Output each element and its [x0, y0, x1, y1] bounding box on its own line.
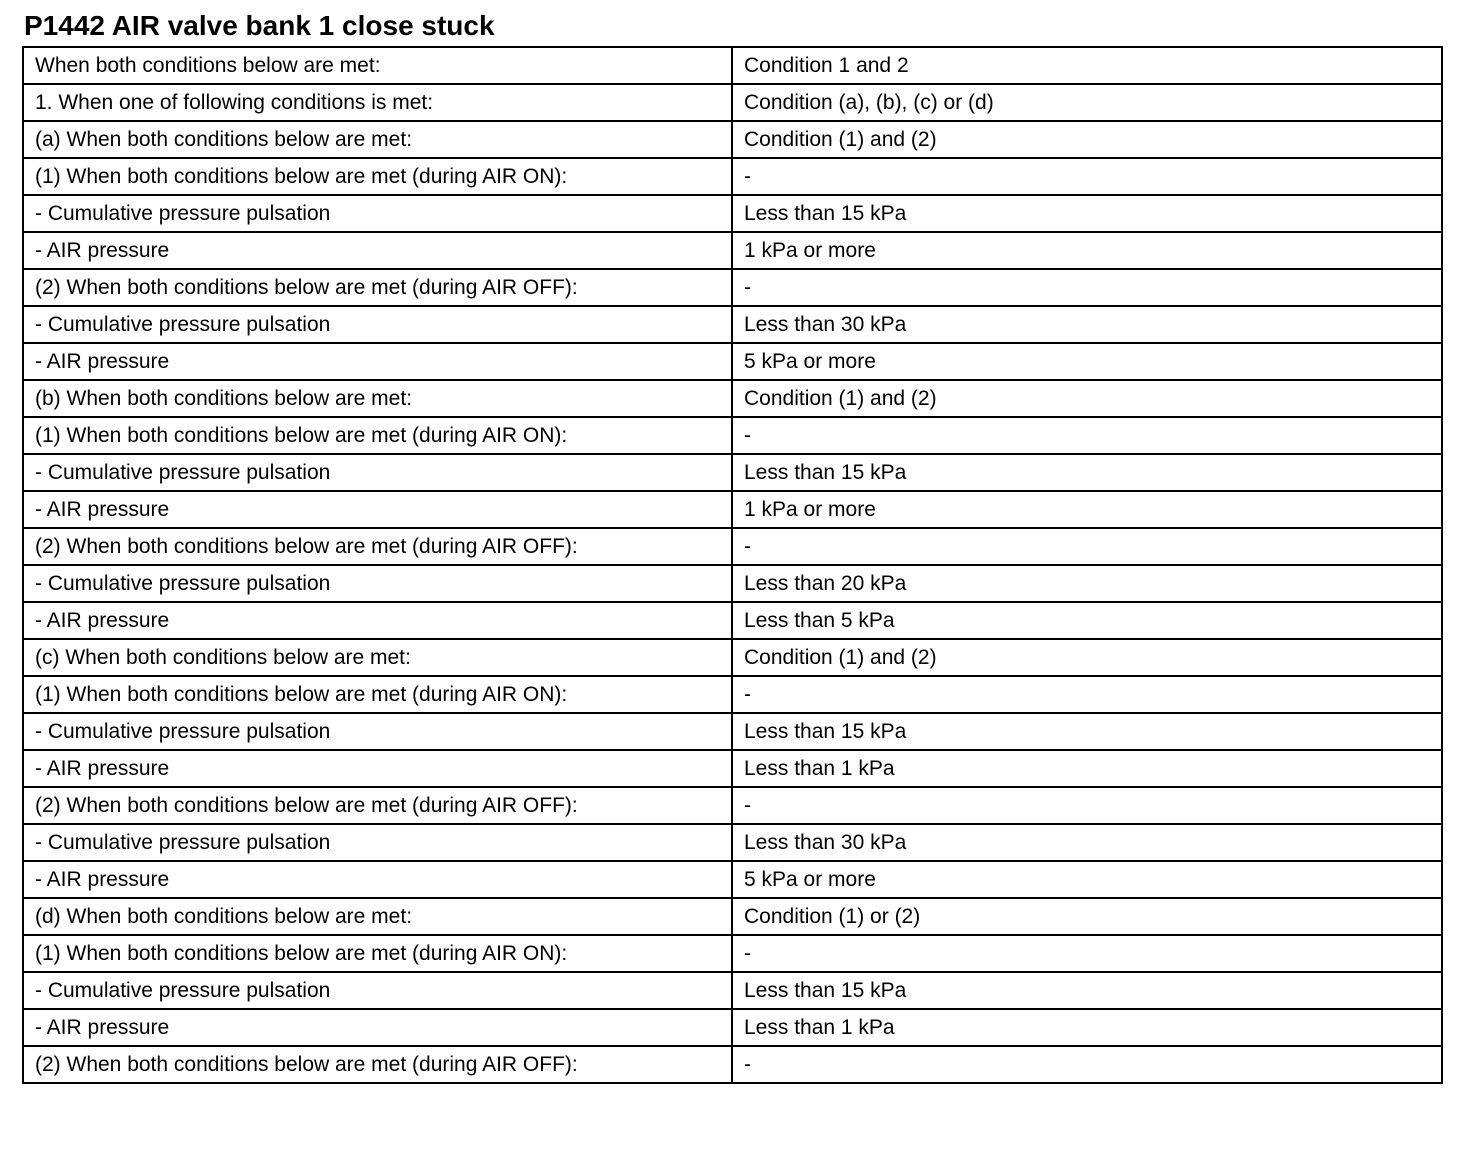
condition-cell: - Cumulative pressure pulsation [23, 454, 732, 491]
criteria-cell: Condition (1) and (2) [732, 121, 1442, 158]
condition-cell: - AIR pressure [23, 1009, 732, 1046]
criteria-cell: Condition (1) or (2) [732, 898, 1442, 935]
condition-cell: - Cumulative pressure pulsation [23, 195, 732, 232]
criteria-cell: Condition (1) and (2) [732, 380, 1442, 417]
condition-cell: - AIR pressure [23, 232, 732, 269]
condition-cell: (2) When both conditions below are met (during AIR OFF): [23, 1046, 732, 1083]
table-row [23, 343, 1442, 380]
condition-cell: - Cumulative pressure pulsation [23, 306, 732, 343]
table-row [23, 898, 1442, 935]
criteria-cell: Less than 20 kPa [732, 565, 1442, 602]
condition-cell: - Cumulative pressure pulsation [23, 713, 732, 750]
table-row [23, 417, 1442, 454]
table-row [23, 713, 1442, 750]
table-row [23, 232, 1442, 269]
criteria-cell: - [732, 1046, 1442, 1083]
criteria-cell: - [732, 158, 1442, 195]
criteria-cell: Less than 30 kPa [732, 306, 1442, 343]
table-row [23, 824, 1442, 861]
table-row [23, 1046, 1442, 1083]
criteria-cell: 1 kPa or more [732, 232, 1442, 269]
table-row [23, 565, 1442, 602]
table-row [23, 121, 1442, 158]
table-row [23, 306, 1442, 343]
table-row [23, 454, 1442, 491]
condition-cell: (b) When both conditions below are met: [23, 380, 732, 417]
criteria-cell: - [732, 417, 1442, 454]
conditions-table-body [23, 47, 1442, 1083]
condition-cell: - Cumulative pressure pulsation [23, 972, 732, 1009]
condition-cell: 1. When one of following conditions is met: [23, 84, 732, 121]
table-row [23, 935, 1442, 972]
condition-cell: (c) When both conditions below are met: [23, 639, 732, 676]
condition-cell: - Cumulative pressure pulsation [23, 824, 732, 861]
condition-cell: - AIR pressure [23, 491, 732, 528]
table-row [23, 750, 1442, 787]
table-row [23, 787, 1442, 824]
condition-cell: - AIR pressure [23, 343, 732, 380]
criteria-cell: 1 kPa or more [732, 491, 1442, 528]
condition-cell: - AIR pressure [23, 861, 732, 898]
condition-cell: When both conditions below are met: [23, 47, 732, 84]
criteria-cell: Less than 15 kPa [732, 454, 1442, 491]
criteria-cell: Condition (a), (b), (c) or (d) [732, 84, 1442, 121]
condition-cell: (2) When both conditions below are met (during AIR OFF): [23, 269, 732, 306]
condition-cell: (2) When both conditions below are met (during AIR OFF): [23, 528, 732, 565]
condition-cell: (a) When both conditions below are met: [23, 121, 732, 158]
criteria-cell: Less than 1 kPa [732, 1009, 1442, 1046]
condition-cell: (1) When both conditions below are met (during AIR ON): [23, 417, 732, 454]
criteria-cell: - [732, 935, 1442, 972]
table-row [23, 380, 1442, 417]
table-row [23, 676, 1442, 713]
table-row [23, 639, 1442, 676]
criteria-cell: Condition 1 and 2 [732, 47, 1442, 84]
condition-cell: - AIR pressure [23, 750, 732, 787]
criteria-cell: Less than 15 kPa [732, 972, 1442, 1009]
condition-cell: (1) When both conditions below are met (during AIR ON): [23, 935, 732, 972]
table-row [23, 195, 1442, 232]
page-title: P1442 AIR valve bank 1 close stuck [24, 10, 495, 41]
condition-cell: (d) When both conditions below are met: [23, 898, 732, 935]
conditions-table [22, 46, 1443, 1084]
criteria-cell: - [732, 269, 1442, 306]
criteria-cell: Less than 1 kPa [732, 750, 1442, 787]
condition-cell: (1) When both conditions below are met (during AIR ON): [23, 676, 732, 713]
table-row [23, 1009, 1442, 1046]
criteria-cell: Less than 30 kPa [732, 824, 1442, 861]
condition-cell: (1) When both conditions below are met (during AIR ON): [23, 158, 732, 195]
criteria-cell: Condition (1) and (2) [732, 639, 1442, 676]
table-row [23, 47, 1442, 84]
criteria-cell: - [732, 528, 1442, 565]
table-row [23, 84, 1442, 121]
table-row [23, 528, 1442, 565]
criteria-cell: Less than 5 kPa [732, 602, 1442, 639]
criteria-cell: 5 kPa or more [732, 343, 1442, 380]
criteria-cell: 5 kPa or more [732, 861, 1442, 898]
criteria-cell: Less than 15 kPa [732, 195, 1442, 232]
condition-cell: - Cumulative pressure pulsation [23, 565, 732, 602]
table-row [23, 491, 1442, 528]
table-row [23, 861, 1442, 898]
table-row [23, 972, 1442, 1009]
table-row [23, 602, 1442, 639]
criteria-cell: - [732, 676, 1442, 713]
criteria-cell: - [732, 787, 1442, 824]
table-row [23, 158, 1442, 195]
table-row [23, 269, 1442, 306]
condition-cell: - AIR pressure [23, 602, 732, 639]
criteria-cell: Less than 15 kPa [732, 713, 1442, 750]
condition-cell: (2) When both conditions below are met (during AIR OFF): [23, 787, 732, 824]
